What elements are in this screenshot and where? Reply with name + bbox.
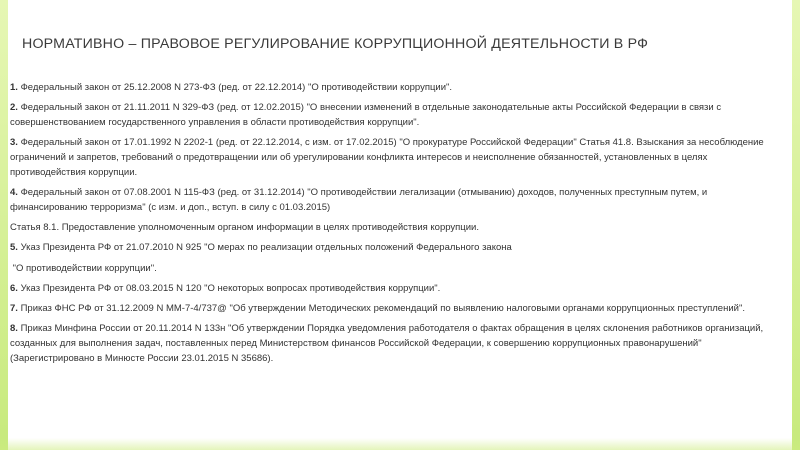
- item-number: 1.: [10, 82, 18, 93]
- item-number: 6.: [10, 282, 18, 294]
- item-number: 4.: [10, 187, 18, 198]
- item-number: 5.: [10, 242, 18, 254]
- list-item: [10, 302, 782, 317]
- legal-acts-list: [10, 81, 782, 372]
- item-text: Приказ ФНС РФ от 31.12.2009 N ММ-7-4/737@ "Об утверждении Методических рекомендаций по выявлению налоговыми органами коррупционных преступлений".: [17, 303, 745, 315]
- item-text: Статья 8.1. Предоставление уполномоченным органом информации в целях противодействия коррупции.: [10, 222, 480, 233]
- item-number: 2.: [10, 102, 18, 114]
- right-accent-bar: [792, 0, 800, 450]
- item-number: 7.: [10, 303, 18, 315]
- item-text: Федеральный закон от 21.11.2011 N 329-ФЗ (ред. от 12.02.2015) "О внесении изменений в отдельные законодательные акты Российской Федерации в связи с совершенствованием государственного управления в области противодействия коррупции".: [10, 102, 722, 128]
- item-number: 8.: [10, 323, 18, 335]
- list-item: [10, 186, 782, 215]
- list-item: [10, 262, 782, 277]
- list-item: [10, 322, 782, 366]
- item-text: Указ Президента РФ от 08.03.2015 N 120 "О некоторых вопросах противодействия коррупции".: [17, 282, 441, 294]
- item-text: Федеральный закон от 17.01.1992 N 2202-1 (ред. от 22.12.2014, с изм. от 17.02.2015) "О прокуратуре Российской Федерации" Статья 41.8. Взыскания за несоблюдение ограничений и запретов, требований о предотвращении или об урегулировании конфликта интересов и неисполнение обязанностей, установленных в целях противодействия коррупции.: [10, 137, 764, 178]
- list-item: [10, 101, 782, 130]
- slide-title: НОРМАТИВНО – ПРАВОВОЕ РЕГУЛИРОВАНИЕ КОРРУПЦИОННОЙ ДЕЯТЕЛЬНОСТИ В РФ: [22, 36, 649, 52]
- list-item: [10, 81, 782, 96]
- item-text: Федеральный закон от 07.08.2001 N 115-ФЗ (ред. от 31.12.2014) "О противодействии легализации (отмыванию) доходов, полученных преступным путем, и финансированию терроризма" (с изм. и доп., вступ. в силу с 01.03.2015): [10, 187, 708, 213]
- item-text: Федеральный закон от 25.12.2008 N 273-ФЗ (ред. от 22.12.2014) "О противодействии коррупции".: [17, 82, 453, 93]
- list-item: [10, 136, 782, 180]
- left-accent-bar: [0, 0, 8, 450]
- bottom-accent-glow: [0, 438, 800, 450]
- item-number: 3.: [10, 137, 18, 149]
- item-text: "О противодействии коррупции".: [10, 262, 157, 274]
- item-text: Приказ Минфина России от 20.11.2014 N 133н "Об утверждении Порядка уведомления работодателя о фактах обращения в целях склонения работников организаций, созданных для выполнения задач, поставленных перед Министерством финансов Российской Федерации, к совершению коррупционных правонарушений" (Зарегистрировано в Минюсте России 23.01.2015 N 35686).: [10, 323, 764, 364]
- list-item: [10, 241, 782, 256]
- list-item: [10, 282, 782, 297]
- list-item: [10, 221, 782, 236]
- item-text: Указ Президента РФ от 21.07.2010 N 925 "О мерах по реализации отдельных положений Федерального закона: [17, 242, 512, 254]
